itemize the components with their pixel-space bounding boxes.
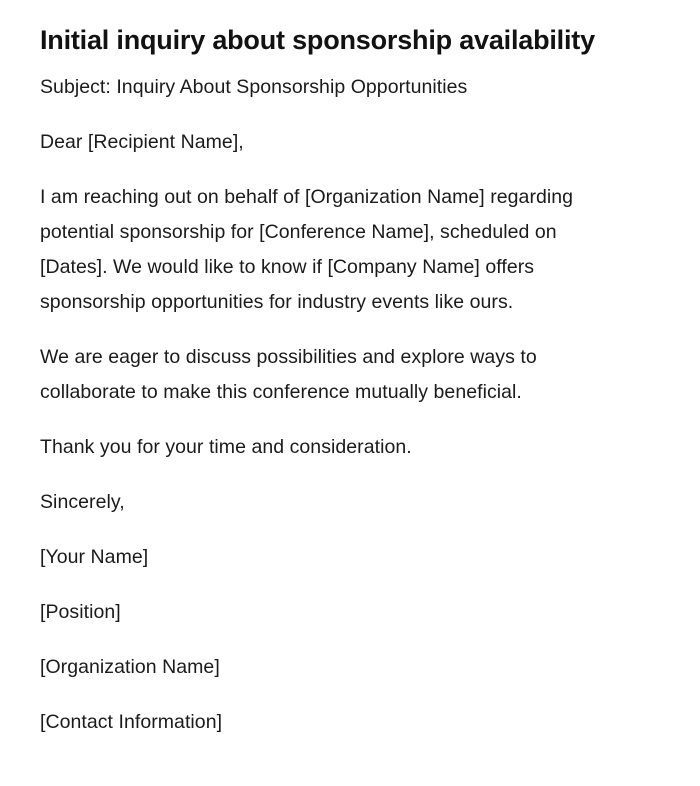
paragraph-thanks: Thank you for your time and consideration. xyxy=(40,436,412,458)
subject-line: Subject: Inquiry About Sponsorship Opportunities xyxy=(40,76,468,98)
signature-position: [Position] xyxy=(40,601,121,623)
paragraph-collaboration: We are eager to discuss possibilities and explore ways to collaborate to make this conference mutually beneficial. xyxy=(40,346,537,403)
paragraph-intro: I am reaching out on behalf of [Organization Name] regarding potential sponsorship for [Conference Name], scheduled on [Dates]. We would like to know if [Company Name] offers sponsorship opportunities for industry events like ours. xyxy=(40,186,574,313)
salutation: Dear [Recipient Name], xyxy=(40,131,244,153)
signature-name: [Your Name] xyxy=(40,546,149,568)
closing: Sincerely, xyxy=(40,491,125,513)
letter-body xyxy=(40,70,624,740)
signature-contact: [Contact Information] xyxy=(40,711,223,733)
signature-organization: [Organization Name] xyxy=(40,656,220,678)
page-title: Initial inquiry about sponsorship availability xyxy=(40,25,595,55)
